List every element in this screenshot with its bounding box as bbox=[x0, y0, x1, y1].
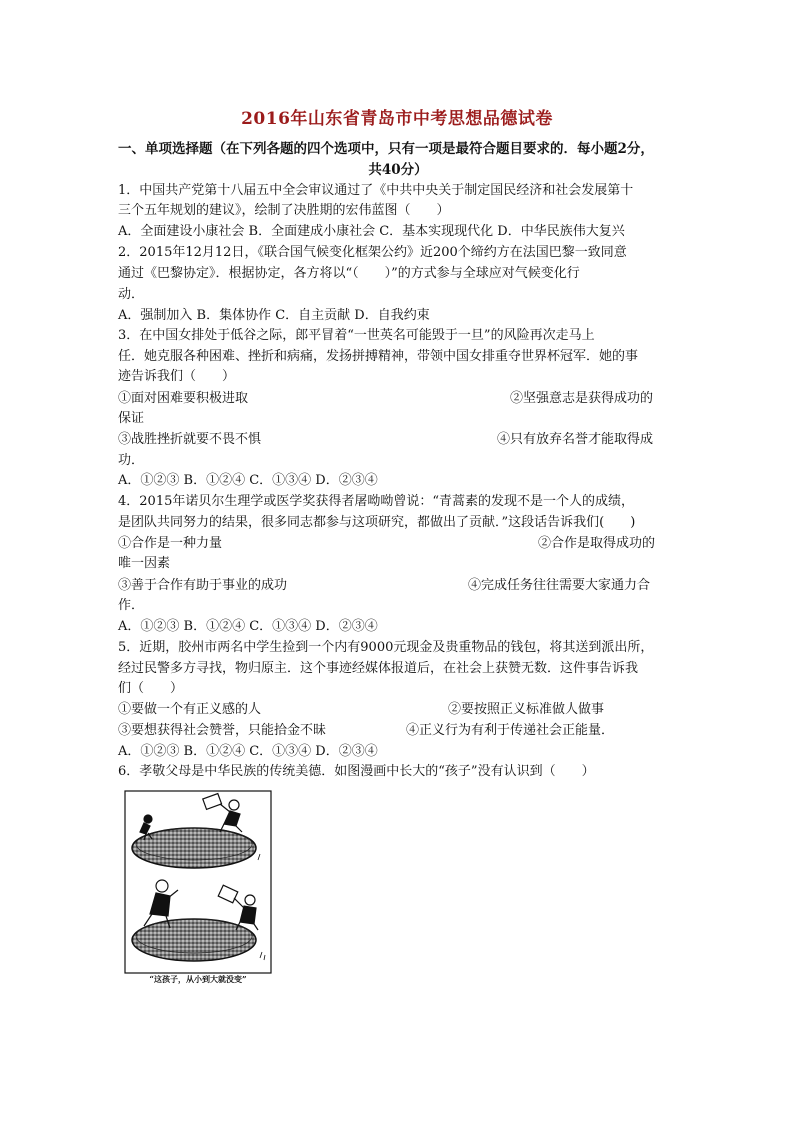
q2-line: 通过《巴黎协定》．根据协定，各方将以“（ ）”的方式参与全球应对气候变化行 bbox=[118, 266, 580, 281]
q1-line: 1．中国共产党第十八届五中全会审议通过了《中共中央关于制定国民经济和社会发展第十 bbox=[118, 183, 634, 198]
q4-line: 是团队共同努力的结果，很多同志都参与这项研究，都做出了贡献．”这段话告诉我们( ) bbox=[118, 515, 636, 530]
q5-line: 们（ ） bbox=[118, 681, 184, 696]
q1-line: 三个五年规划的建议》，绘制了决胜期的宏伟蓝图（ ） bbox=[118, 203, 450, 218]
q3-statement-cont: 功． bbox=[118, 453, 145, 468]
cartoon-image bbox=[124, 790, 272, 988]
q4-statement-cont: 作． bbox=[118, 598, 145, 613]
q2-line: 2．2015年12月12日，《联合国气候变化框架公约》近200个缔约方在法国巴黎一致同意 bbox=[118, 245, 627, 260]
lower-disc bbox=[132, 919, 256, 961]
q5-line: 经过民警多方寻找，物归原主．这个事迹经媒体报道后，在社会上获赞无数．这件事告诉我 bbox=[118, 661, 639, 676]
q3-line: 迹告诉我们（ ） bbox=[118, 369, 236, 384]
upper-disc bbox=[132, 828, 256, 868]
q5-line: 5．近期，胶州市两名中学生捡到一个内有9000元现金及贵重物品的钱包，将其送到派出所， bbox=[118, 640, 654, 655]
q2-options: A．强制加入 B．集体协作 C．自主贡献 D．自我约束 bbox=[118, 308, 430, 323]
q3-statement: ④只有放弃名誉才能取得成 bbox=[497, 432, 654, 447]
q5-statement: ③要想获得社会赞誉，只能拾金不昧 bbox=[118, 723, 327, 738]
q3-statement: ①面对困难要积极进取 bbox=[118, 391, 249, 406]
section-heading: 一、单项选择题（在下列各题的四个选项中，只有一项是最符合题目要求的．每小题2分， bbox=[118, 141, 654, 157]
q4-statement: ②合作是取得成功的 bbox=[538, 536, 656, 551]
q2-line: 动． bbox=[118, 287, 145, 302]
q4-statement: ④完成任务往往需要大家通力合 bbox=[468, 578, 651, 593]
q3-statement: ②坚强意志是获得成功的 bbox=[510, 391, 654, 406]
q3-line: 3．在中国女排处于低谷之际，郎平冒着“一世英名可能毁于一旦”的风险再次走马上 bbox=[118, 328, 595, 343]
q3-options: A．①②③ B．①②④ C．①③④ D．②③④ bbox=[118, 473, 378, 488]
q5-options: A．①②③ B．①②④ C．①③④ D．②③④ bbox=[118, 744, 378, 759]
q5-statement: ④正义行为有利于传递社会正能量． bbox=[406, 723, 615, 738]
q4-statement: ①合作是一种力量 bbox=[118, 536, 223, 551]
q3-line: 任．她克服各种困难、挫折和病痛，发扬拼搏精神，带领中国女排重夺世界杯冠军．她的事 bbox=[118, 349, 639, 364]
q3-statement: ③战胜挫折就要不畏不惧 bbox=[118, 432, 262, 447]
page-title: 2016年山东省青岛市中考思想品德试卷 bbox=[241, 109, 553, 129]
q4-statement-cont: 唯一因素 bbox=[118, 556, 171, 571]
q1-options: A．全面建设小康社会 B．全面建成小康社会 C．基本实现现代化 D．中华民族伟大复兴 bbox=[118, 224, 625, 239]
q5-statement: ②要按照正义标准做人做事 bbox=[448, 702, 605, 717]
q3-statement-cont: 保证 bbox=[118, 411, 145, 426]
q4-options: A．①②③ B．①②④ C．①③④ D．②③④ bbox=[118, 619, 378, 634]
q4-statement: ③善于合作有助于事业的成功 bbox=[118, 578, 288, 593]
section-heading-cont: 共40分） bbox=[368, 162, 428, 178]
q4-line: 4．2015年诺贝尔生理学或医学奖获得者屠呦呦曾说：“青蒿素的发现不是一个人的成绩， bbox=[118, 494, 635, 509]
cartoon-caption: “这孩子，从小到大就没变” bbox=[149, 974, 247, 984]
q6-line: 6．孝敬父母是中华民族的传统美德．如图漫画中长大的“孩子”没有认识到（ ） bbox=[118, 764, 595, 779]
q5-statement: ①要做一个有正义感的人 bbox=[118, 702, 262, 717]
